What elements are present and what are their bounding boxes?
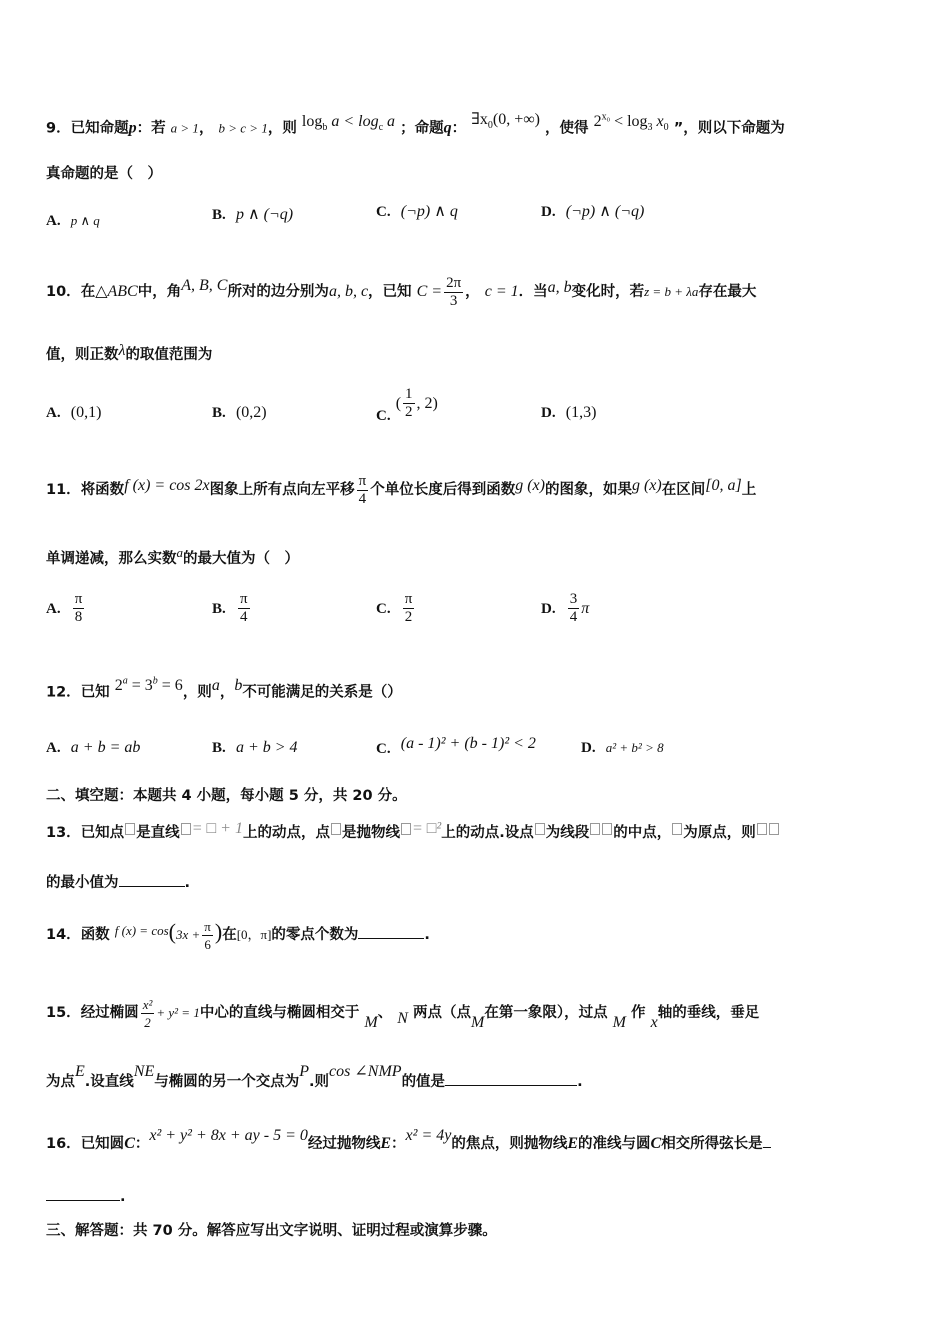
numerator: π [358, 472, 367, 489]
q10-number: 10． [46, 284, 81, 300]
q12-text: 不可能满足的关系是（） [242, 684, 402, 701]
q9-log: log [301, 113, 323, 131]
q10-stem [46, 270, 756, 314]
q9-var: a [383, 113, 396, 131]
q9-exp-ineq [593, 112, 669, 134]
option-label: C. [376, 408, 391, 424]
q15-text: 为点 [46, 1074, 75, 1090]
q12-text: ，则 [182, 684, 212, 701]
q12-a: a [211, 677, 220, 695]
q12-b: b [234, 677, 243, 695]
denominator: 8 [74, 609, 83, 625]
q10-option-a[interactable] [46, 402, 101, 423]
option-text: a² + b² > 8 [605, 740, 664, 755]
missing-glyph-icon [535, 823, 545, 835]
q14-f: f (x) = cos [114, 923, 169, 938]
q11-stem-2 [46, 545, 299, 569]
q15-x: x [650, 1014, 658, 1031]
option-fraction [73, 591, 85, 626]
q9-log-ineq [301, 113, 396, 134]
q9-log: < log [610, 113, 648, 131]
q10-text: 在 [80, 284, 96, 300]
q10-text: ．当 [518, 284, 548, 300]
q11-text: 图象上所有点向左平移 [209, 482, 355, 498]
q9-stem-2: 真命题的是（ ） [46, 166, 162, 182]
q11-g: g (x) [515, 477, 545, 494]
q11-text: 在区间 [661, 482, 706, 498]
q14-text: 函数 [80, 927, 110, 943]
q10-angle-c: C = [416, 283, 443, 300]
q9-sub: c [378, 122, 384, 134]
q11-option-a[interactable] [46, 586, 86, 630]
option-label: C. [376, 204, 391, 220]
q9-interval: (0, +∞) [492, 111, 540, 129]
answer-blank[interactable] [445, 1071, 577, 1086]
q9-text: ；命题 [400, 120, 444, 137]
q15-p: P [299, 1063, 310, 1080]
q12-option-c[interactable] [376, 733, 536, 757]
numerator: π [74, 591, 83, 607]
option-label: C. [376, 741, 391, 757]
q10-text: 的取值范围为 [125, 347, 213, 363]
q11-option-d[interactable] [541, 586, 589, 630]
q16-text: 经过抛物线 [307, 1136, 381, 1152]
q16-number: 16． [46, 1136, 81, 1152]
option-text: (a - 1)² + (b - 1)² < 2 [400, 735, 536, 752]
q16-c: C [650, 1135, 662, 1152]
q10-angles: A, B, C [181, 277, 228, 294]
option-label: A. [46, 405, 61, 421]
denominator: 6 [204, 936, 211, 952]
option-fraction [403, 591, 415, 626]
q13-stem [46, 820, 780, 843]
q10-option-d[interactable] [541, 402, 596, 423]
q11-option-b[interactable] [212, 586, 252, 630]
q9-var: x [652, 113, 664, 131]
q12-option-d[interactable] [581, 737, 664, 758]
denominator: 4 [239, 609, 248, 625]
q12-base: 2 [114, 677, 123, 695]
option-text: (¬p) ∧ q [400, 203, 458, 220]
option-label: A. [46, 601, 61, 617]
q15-text: 在第一象限），过点 [484, 1005, 608, 1021]
q9-stem [46, 111, 785, 145]
option-fraction [568, 591, 580, 626]
denominator: 3 [449, 292, 458, 309]
left-paren: ( [168, 919, 176, 944]
option-text: (1,3) [565, 404, 597, 421]
q10-option-b[interactable] [212, 402, 267, 423]
missing-glyph-icon [602, 823, 612, 835]
option-text: (0,2) [235, 404, 267, 421]
q14-arg: 3x + [175, 927, 201, 942]
q9-sub: 0 [663, 122, 669, 134]
q14-text: . [424, 927, 430, 943]
q10-ab: a, b [547, 279, 572, 296]
q11-number: 11． [46, 482, 81, 498]
q10-stem-2 [46, 342, 213, 365]
q12-text: 已知 [80, 684, 110, 701]
option-text: π [581, 600, 590, 617]
q13-text: 为线段 [545, 825, 590, 841]
q15-text: 作 [631, 1005, 646, 1021]
option-label: A. [46, 740, 61, 756]
q10-text: ， [465, 284, 480, 300]
q15-text: 、 [377, 1005, 393, 1021]
q16-stem [46, 1126, 771, 1162]
q13-stem-2 [46, 872, 190, 893]
q9-option-d[interactable] [541, 201, 644, 222]
q9-text: ，则 [267, 120, 297, 137]
missing-glyph-icon [401, 823, 411, 835]
q16-e: E [380, 1135, 392, 1152]
q11-option-c[interactable] [376, 586, 416, 630]
denominator: 4 [569, 609, 578, 625]
option-label: D. [541, 204, 556, 220]
q11-text: 的图象，如果 [544, 482, 632, 498]
option-text: (0,1) [70, 404, 102, 421]
q15-text: 与椭圆的另一个交点为 [154, 1074, 300, 1090]
q11-stem [46, 464, 756, 516]
q16-text: ： [391, 1136, 406, 1152]
option-text: a + b = ab [70, 739, 141, 756]
q16-text: 已知圆 [80, 1136, 125, 1152]
q15-number: 15． [46, 1005, 81, 1021]
q9-sub: 0 [487, 120, 493, 132]
q12-text: ， [219, 684, 235, 701]
q16-text: 相交所得弦长是 [661, 1136, 763, 1152]
option-text: (¬p) ∧ (¬q) [565, 203, 645, 220]
q15-n: N [397, 1010, 408, 1027]
option-fraction [238, 591, 250, 626]
q16-text: 的焦点，则抛物线 [451, 1136, 568, 1152]
q14-text: 的零点个数为 [271, 927, 359, 943]
q11-interval: [0, a] [705, 477, 742, 494]
q12-val: = 6 [157, 677, 183, 695]
section-fill-in-heading: 二、填空题：本题共 4 小题，每小题 5 分，共 20 分。 [46, 788, 407, 804]
q10-triangle: △ABC [95, 283, 138, 300]
q9-exists-x: ∃x [471, 111, 488, 129]
numerator: 1 [405, 386, 413, 402]
option-fraction [403, 386, 415, 421]
q13-text: 上的动点，点 [242, 825, 330, 841]
q15-text: 经过椭圆 [80, 1005, 139, 1021]
option-text: a + b > 4 [235, 739, 298, 756]
q16-c: C [124, 1135, 135, 1152]
q15-cos: cos ∠NMP [329, 1063, 402, 1080]
q9-text: ， [198, 120, 214, 137]
q12-base: = 3 [127, 677, 153, 695]
answer-blank[interactable] [358, 924, 424, 939]
option-label: A. [46, 213, 61, 229]
missing-glyph-icon [769, 823, 779, 835]
q9-sub: b [322, 122, 328, 134]
q15-ellipse: + y² = 1 [156, 1005, 200, 1020]
q9-option-c[interactable] [376, 201, 458, 222]
option-label: D. [541, 405, 556, 421]
q10-sides: a, b, c [328, 283, 369, 300]
q9-option-b[interactable] [212, 204, 293, 225]
q11-text: 单调递减，那么实数 [46, 551, 177, 567]
option-label: C. [376, 601, 391, 617]
option-label: B. [212, 740, 226, 756]
q9-log: a < log [327, 113, 379, 131]
option-text: , 2) [416, 395, 438, 412]
missing-glyph-icon [757, 823, 767, 835]
q9-cond-a: a > 1 [170, 120, 199, 136]
q16-circle-eq: x² + y² + 8x + ay - 5 = 0 [149, 1127, 308, 1144]
q12-number: 12． [46, 684, 81, 701]
q16-text: ： [134, 1136, 150, 1152]
q9-text: ”，则以下命题为 [673, 120, 785, 137]
q11-text: 的最大值为（ ） [183, 551, 299, 567]
q14-text: 在 [222, 927, 237, 943]
q11-a: a [176, 545, 183, 560]
denominator: 2 [144, 1014, 151, 1030]
numerator: 3 [569, 591, 578, 607]
q9-exists [471, 111, 540, 132]
q14-interval: [0，π] [236, 927, 272, 942]
q9-p: p [128, 119, 137, 137]
q9-text: 已知命题 [70, 120, 129, 137]
numerator: π [204, 918, 211, 934]
missing-glyph-icon [125, 823, 135, 835]
q13-line-eq: = □ + 1 [191, 820, 243, 837]
q9-base: 2 [593, 113, 602, 131]
q9-sup: x₀ [601, 112, 611, 123]
q10-fraction [444, 275, 463, 310]
q9-sub: 3 [647, 122, 653, 134]
q10-text: 值，则正数 [46, 347, 119, 363]
q16-stem-2 [46, 1186, 126, 1207]
q16-text: . [120, 1189, 126, 1205]
option-label: B. [212, 601, 226, 617]
right-paren: ) [214, 919, 223, 944]
q11-text: 上 [741, 482, 757, 498]
option-label: B. [212, 405, 226, 421]
q13-text: 是直线 [136, 825, 180, 841]
q10-text: 中，角 [137, 284, 182, 300]
option-text: p ∧ q [70, 213, 100, 228]
q14-stem [46, 908, 430, 956]
q15-text: 轴的垂线，垂足 [657, 1005, 760, 1021]
option-text: ( [395, 395, 402, 412]
q11-text: 个单位长度后得到函数 [370, 482, 516, 498]
q10-text: 所对的边分别为 [227, 284, 329, 300]
q14-fraction [202, 918, 213, 953]
q10-text: 变化时，若 [571, 284, 645, 300]
q15-text: 中心的直线与椭圆相交于 [199, 1005, 360, 1021]
q12-sup: b [152, 676, 158, 687]
option-label: B. [212, 207, 226, 223]
q9-option-a[interactable] [46, 210, 100, 231]
q15-m: M [612, 1014, 626, 1031]
q10-text: ，已知 [368, 284, 412, 300]
q15-text: 的值是 [401, 1074, 446, 1090]
q15-ne: NE [133, 1063, 155, 1080]
option-label: D. [581, 740, 596, 756]
q10-side-c: c = 1 [484, 283, 519, 300]
answer-blank[interactable] [46, 1186, 120, 1201]
q9-number: 9． [46, 120, 71, 137]
q9-text: ：若 [136, 120, 166, 137]
q12-option-b[interactable] [212, 737, 298, 758]
q14-number: 14． [46, 927, 81, 943]
q13-text: 的中点， [613, 825, 672, 841]
option-text: p ∧ (¬q) [235, 206, 294, 223]
q15-e: E [75, 1063, 85, 1080]
q13-parabola-eq: = □² [411, 820, 442, 837]
q15-m: M [471, 1014, 485, 1031]
q15-m: M [364, 1014, 378, 1031]
answer-blank[interactable] [119, 872, 185, 887]
q15-fraction [141, 996, 155, 1031]
answer-blank[interactable] [763, 1133, 771, 1148]
numerator: x² [142, 996, 153, 1012]
q12-stem [46, 678, 402, 702]
q16-text: 的准线与圆 [578, 1136, 651, 1152]
missing-glyph-icon [590, 823, 600, 835]
q11-text: 将函数 [80, 482, 125, 498]
q15-text: .设直线 [84, 1074, 134, 1090]
q10-option-c[interactable] [376, 380, 438, 426]
q13-text: 上的动点.设点 [441, 825, 534, 841]
numerator: 2π [446, 274, 462, 291]
q13-text: 是抛物线 [341, 825, 400, 841]
q12-equation [115, 677, 183, 694]
missing-glyph-icon [331, 823, 341, 835]
q16-e: E [567, 1135, 579, 1152]
q11-f: f (x) = cos 2x [124, 477, 210, 494]
missing-glyph-icon [181, 823, 191, 835]
numerator: π [404, 591, 413, 607]
section-answer-heading: 三、解答题：共 70 分。解答应写出文字说明、证明过程或演算步骤。 [46, 1223, 497, 1239]
q9-text: ，使得 [545, 120, 589, 137]
q13-number: 13． [46, 825, 81, 841]
q11-g: g (x) [631, 477, 662, 494]
q12-sup: a [122, 676, 128, 687]
q13-text: 的最小值为 [46, 875, 119, 891]
q15-text: . [577, 1074, 583, 1090]
numerator: π [239, 591, 248, 607]
denominator: 2 [405, 404, 413, 420]
q15-text: 两点（点 [413, 1005, 472, 1021]
option-label: D. [541, 601, 556, 617]
q13-text: 已知点 [80, 825, 125, 841]
q10-text: 存在最大 [698, 284, 757, 300]
q13-text: . [184, 875, 191, 891]
q9-q: q [443, 119, 452, 137]
q16-parabola-eq: x² = 4y [405, 1127, 452, 1144]
q15-stem-2 [46, 1064, 583, 1100]
denominator: 2 [404, 609, 413, 625]
q10-lambda: λ [118, 342, 126, 359]
q9-cond-bc: b > c > 1 [218, 120, 268, 136]
denominator: 4 [358, 490, 367, 507]
q15-stem [46, 990, 759, 1036]
q12-option-a[interactable] [46, 737, 140, 758]
q15-text: .则 [309, 1074, 330, 1090]
q13-text: 为原点，则 [683, 825, 756, 841]
missing-glyph-icon [672, 823, 682, 835]
q10-z-expr: z = b + λa [644, 284, 699, 299]
q11-fraction [357, 473, 369, 508]
q9-text: ： [451, 120, 467, 137]
